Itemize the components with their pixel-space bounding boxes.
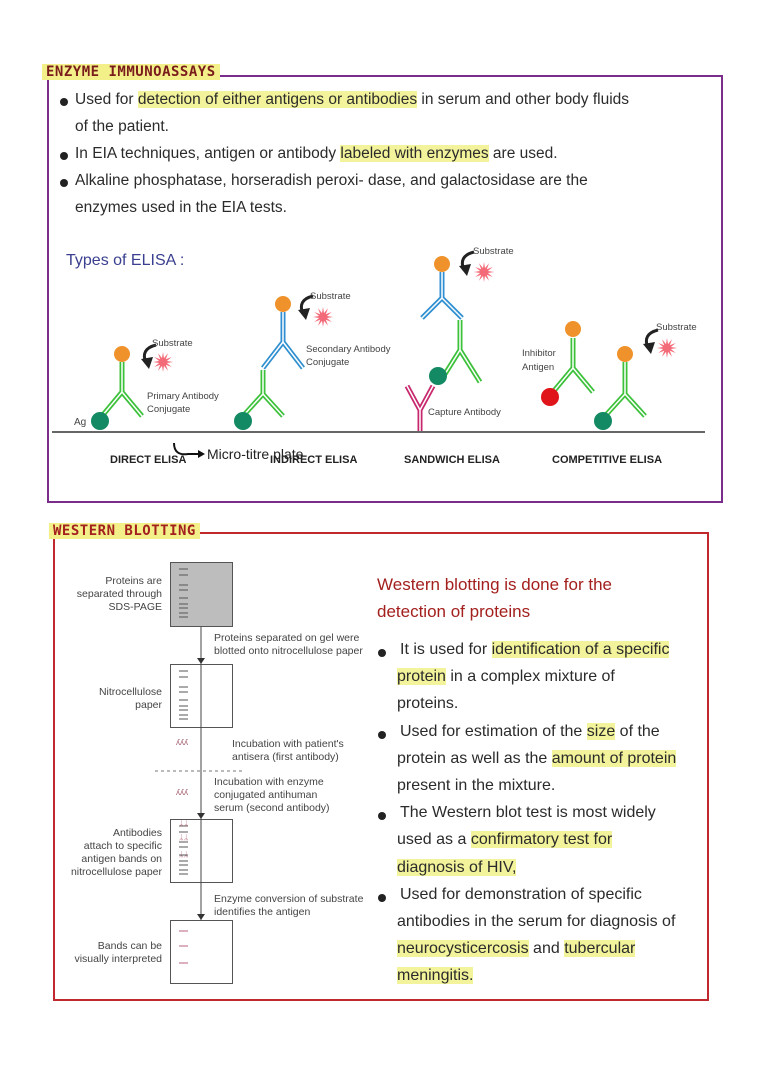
step-line: Enzyme conversion of substrate bbox=[214, 893, 364, 905]
nitrocellulose-sheet bbox=[170, 664, 233, 728]
highlighted-text: neurocysticercosis bbox=[397, 940, 529, 958]
bullet-line bbox=[397, 940, 635, 958]
step-line: antisera (first antibody) bbox=[232, 751, 339, 763]
antibody-cluster-icon: ʎʎʎ bbox=[176, 738, 188, 747]
text-segment: Alkaline phosphatase, horseradish peroxi- dase, and galactosidase are the bbox=[75, 172, 588, 189]
western-step-description bbox=[214, 632, 363, 658]
eia-section-box bbox=[47, 75, 723, 503]
text-segment: present in the mixture. bbox=[397, 777, 556, 794]
text-segment: used as a bbox=[397, 831, 471, 849]
primary-antibody-label: Conjugate bbox=[147, 404, 191, 415]
step-line: Incubation with patient's bbox=[232, 738, 344, 750]
western-section-title: WESTERN BLOTTING bbox=[49, 523, 200, 539]
text-segment: Used for bbox=[75, 91, 138, 108]
step-line: blotted onto nitrocellulose paper bbox=[214, 645, 363, 657]
substrate-label: Substrate bbox=[310, 291, 351, 302]
step-line: conjugated antihuman bbox=[214, 789, 318, 801]
label-line: nitrocellulose paper bbox=[70, 866, 162, 878]
highlighted-text: diagnosis of HIV, bbox=[397, 858, 517, 876]
bullet-line bbox=[397, 668, 615, 686]
bullet-line bbox=[400, 886, 642, 904]
text-segment: It is used for bbox=[400, 641, 492, 658]
label-line: Bands can be bbox=[97, 940, 162, 952]
label-line: SDS-PAGE bbox=[108, 601, 162, 613]
text-segment: In EIA techniques, antigen or antibody bbox=[75, 145, 341, 162]
inhibitor-antigen-label: Inhibitor bbox=[522, 348, 556, 359]
label-line: separated through bbox=[76, 588, 162, 600]
elisa-type-competitive: COMPETITIVE ELISA bbox=[552, 454, 663, 466]
bullet-line bbox=[397, 831, 612, 849]
text-segment: and bbox=[528, 940, 565, 958]
sds-page-gel bbox=[170, 562, 233, 627]
step-line: Incubation with enzyme bbox=[214, 776, 324, 788]
highlighted-text: confirmatory test for bbox=[470, 831, 613, 849]
text-segment: proteins. bbox=[397, 695, 459, 713]
highlighted-text: protein bbox=[397, 668, 446, 686]
text-segment: The Western blot test is most widely bbox=[400, 804, 656, 822]
bullet-line bbox=[75, 172, 588, 190]
bullet-line bbox=[397, 695, 458, 713]
highlighted-text: identification of a specific bbox=[491, 641, 670, 658]
text-segment: Used for demonstration of specific bbox=[400, 885, 642, 903]
text-segment: Used for estimation of the bbox=[400, 722, 587, 740]
bullet-line bbox=[397, 913, 675, 931]
label-line: Antibodies bbox=[112, 827, 162, 839]
elisa-type-sandwich: SANDWICH ELISA bbox=[404, 454, 500, 466]
bullet-line bbox=[397, 777, 555, 795]
label-line: visually interpreted bbox=[74, 953, 162, 965]
inhibitor-antigen-label: Antigen bbox=[522, 362, 555, 373]
text-segment: protein as well as the bbox=[397, 749, 552, 767]
secondary-antibody-label: Secondary Antibody bbox=[306, 344, 391, 355]
primary-antibody-label: Primary Antibody bbox=[147, 391, 219, 402]
elisa-type-direct: DIRECT ELISA bbox=[110, 454, 187, 466]
bullet-icon bbox=[60, 98, 68, 106]
bound-antibody-icon: ᛦᛦ bbox=[179, 833, 189, 842]
bullet-line bbox=[397, 750, 676, 768]
substrate-label: Substrate bbox=[473, 246, 514, 257]
bound-antibody-icon: ᛦᛦ bbox=[179, 819, 189, 828]
western-stage-label bbox=[77, 575, 162, 614]
bullet-icon bbox=[378, 649, 386, 657]
bullet-icon bbox=[60, 152, 68, 160]
label-line: attach to specific bbox=[83, 840, 162, 852]
western-step-description bbox=[214, 776, 330, 815]
label-line: Nitrocellulose bbox=[98, 686, 162, 698]
antibody-bound-sheet bbox=[170, 819, 233, 883]
text-segment: of the bbox=[615, 722, 660, 740]
label-line: antigen bands on bbox=[81, 853, 162, 865]
highlighted-text: amount of protein bbox=[551, 749, 677, 767]
text-segment: in serum and other body fluids bbox=[417, 91, 630, 108]
highlighted-text: tubercular bbox=[564, 940, 636, 958]
bullet-line bbox=[75, 145, 558, 163]
bullet-line bbox=[75, 199, 287, 217]
text-segment: in a complex mixture of bbox=[445, 668, 615, 686]
label-line: Proteins are bbox=[105, 575, 162, 587]
step-line: identifies the antigen bbox=[214, 906, 311, 918]
elisa-heading: Types of ELISA : bbox=[66, 252, 185, 269]
label-line: paper bbox=[135, 699, 162, 711]
highlighted-text: size bbox=[586, 722, 616, 740]
developed-bands-sheet bbox=[170, 920, 233, 984]
antibody-cluster-icon: ʎʎʎ bbox=[176, 788, 188, 797]
microtitre-plate-annotation: Micro-titre plate bbox=[207, 446, 304, 462]
step-line: Proteins separated on gel were bbox=[214, 632, 360, 644]
highlighted-text: labeled with enzymes bbox=[340, 145, 489, 162]
highlighted-text: meningitis. bbox=[397, 967, 474, 985]
western-step-description bbox=[232, 738, 344, 764]
western-heading-line: detection of proteins bbox=[377, 602, 531, 621]
text-segment: are used. bbox=[488, 145, 558, 162]
elisa-type-indirect: INDIRECT ELISA bbox=[270, 454, 358, 466]
bullet-line bbox=[75, 118, 169, 136]
ag-label: Ag bbox=[74, 417, 87, 428]
western-heading-line: Western blotting is done for the bbox=[377, 575, 612, 594]
capture-antibody-label: Capture Antibody bbox=[428, 407, 501, 418]
highlighted-text: detection of either antigens or antibodies bbox=[137, 91, 418, 108]
bullet-line bbox=[397, 859, 516, 877]
substrate-label: Substrate bbox=[152, 338, 193, 349]
eia-section-title: ENZYME IMMUNOASSAYS bbox=[42, 64, 220, 80]
bullet-line bbox=[75, 91, 629, 109]
substrate-label: Substrate bbox=[656, 322, 697, 333]
text-segment: enzymes used in the EIA tests. bbox=[75, 199, 287, 216]
western-stage-label bbox=[74, 940, 162, 966]
bullet-line bbox=[400, 641, 669, 659]
bullet-icon bbox=[378, 894, 386, 902]
secondary-antibody-label: Conjugate bbox=[306, 357, 350, 368]
step-line: serum (second antibody) bbox=[214, 802, 330, 814]
bullet-line bbox=[400, 723, 660, 741]
text-segment: of the patient. bbox=[75, 118, 169, 135]
western-step-description bbox=[214, 893, 363, 919]
bullet-icon bbox=[378, 731, 386, 739]
text-segment: antibodies in the serum for diagnosis of bbox=[397, 913, 676, 930]
bullet-line bbox=[397, 967, 473, 985]
western-stage-label bbox=[71, 827, 162, 879]
western-stage-label bbox=[99, 686, 162, 712]
bound-antibody-icon: ᛦᛦ bbox=[179, 850, 189, 859]
bullet-icon bbox=[60, 179, 68, 187]
bullet-line bbox=[400, 804, 656, 822]
